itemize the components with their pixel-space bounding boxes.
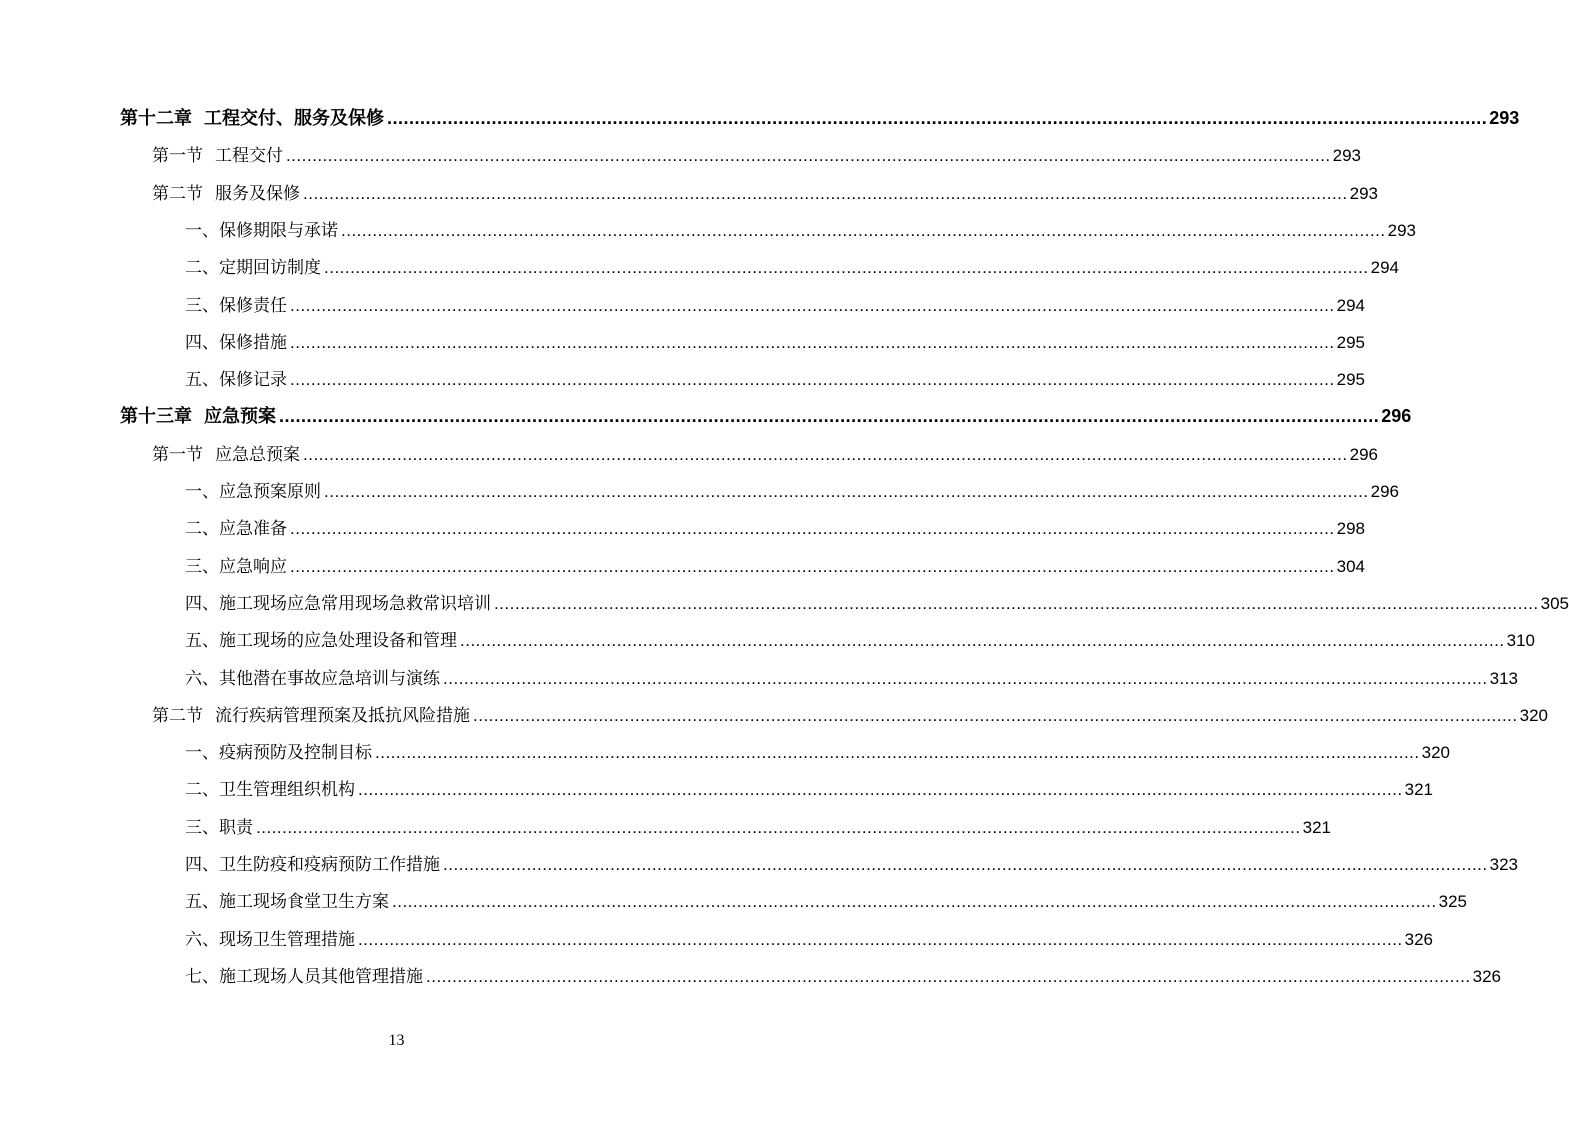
toc-entry-page: 326 bbox=[1472, 966, 1502, 986]
toc-entry-page: 320 bbox=[1519, 705, 1549, 725]
toc-entry-page: 326 bbox=[1404, 929, 1434, 949]
toc-entry-label: 四、 bbox=[185, 855, 219, 875]
toc-entry[interactable] bbox=[185, 324, 1366, 361]
toc-entry-page: 304 bbox=[1336, 556, 1366, 576]
toc-entry-label: 第一节 bbox=[152, 444, 203, 465]
dot-leader: ........................................................................................................................................................................................................ bbox=[341, 220, 1386, 240]
toc-entry-text: 应急响应 bbox=[219, 556, 287, 577]
toc-entry[interactable] bbox=[185, 660, 1519, 697]
toc-entry-title bbox=[185, 362, 287, 399]
dot-leader: ........................................................................................................................................................................................................ bbox=[290, 332, 1335, 352]
toc-entry[interactable] bbox=[185, 510, 1366, 547]
toc-entry-text: 职责 bbox=[219, 817, 253, 838]
toc-entry-text: 施工现场应急常用现场急救常识培训 bbox=[219, 593, 491, 614]
toc-entry[interactable] bbox=[152, 175, 1379, 212]
toc-entry-page: 293 bbox=[1332, 146, 1362, 166]
toc-entry-title bbox=[185, 549, 287, 586]
toc-entry-label: 三、 bbox=[185, 817, 219, 838]
toc-entry-title bbox=[185, 847, 440, 884]
toc-entry-label: 五、 bbox=[185, 370, 219, 391]
toc-entry-label: 五、 bbox=[185, 631, 219, 652]
toc-entry[interactable] bbox=[152, 436, 1379, 473]
toc-entry-title bbox=[185, 250, 321, 287]
toc-entry-text: 现场卫生管理措施 bbox=[219, 929, 355, 950]
toc-entry-label: 一、 bbox=[185, 482, 219, 502]
toc-entry-text: 疫病预防及控制目标 bbox=[219, 743, 372, 764]
toc-entry-text: 施工现场人员其他管理措施 bbox=[219, 966, 423, 987]
dot-leader: ........................................................................................................................................................................................................ bbox=[324, 482, 1369, 501]
toc-entry[interactable] bbox=[185, 809, 1332, 846]
toc-entry-page: 293 bbox=[1489, 108, 1520, 128]
toc-entry-text: 卫生管理组织机构 bbox=[219, 780, 355, 801]
dot-leader: ........................................................................................................................................................................................................ bbox=[324, 258, 1369, 278]
toc-entry-text: 定期回访制度 bbox=[219, 258, 321, 279]
toc-entry-title bbox=[185, 623, 457, 660]
dot-leader: ........................................................................................................................................................................................................ bbox=[290, 519, 1335, 539]
toc-entry[interactable] bbox=[185, 287, 1366, 324]
dot-leader: ........................................................................................................................................................................................................ bbox=[443, 668, 1488, 688]
toc-entry[interactable] bbox=[152, 697, 1549, 734]
toc-entry[interactable] bbox=[152, 137, 1362, 174]
toc-entry-page: 296 bbox=[1349, 444, 1379, 464]
dot-leader: ........................................................................................................................................................................................................ bbox=[286, 146, 1331, 166]
page-number: 13 bbox=[388, 1032, 405, 1049]
toc-entry-text: 工程交付、服务及保修 bbox=[204, 108, 384, 129]
toc-entry-label: 一、 bbox=[185, 220, 219, 241]
dot-leader: ........................................................................................................................................................................................................ bbox=[279, 406, 1380, 427]
toc-entry-text: 保修措施 bbox=[219, 332, 287, 353]
toc-entry-title bbox=[185, 325, 287, 362]
toc-entry-label: 第二节 bbox=[152, 705, 203, 726]
toc-entry-page: 320 bbox=[1421, 743, 1451, 763]
toc-entry[interactable] bbox=[185, 883, 1468, 920]
toc-entry-label: 六、 bbox=[185, 929, 219, 950]
toc-entry-title bbox=[120, 100, 384, 137]
dot-leader: ........................................................................................................................................................................................................ bbox=[358, 929, 1403, 949]
dot-leader: ........................................................................................................................................................................................................ bbox=[358, 780, 1403, 800]
toc-entry[interactable] bbox=[120, 100, 1520, 137]
toc-entry-page: 298 bbox=[1336, 519, 1366, 539]
toc-entry-page: 323 bbox=[1489, 855, 1519, 874]
toc-entry-label: 三、 bbox=[185, 556, 219, 577]
toc-entry-title bbox=[185, 511, 287, 548]
dot-leader: ........................................................................................................................................................................................................ bbox=[392, 892, 1437, 912]
toc-entry-page: 293 bbox=[1387, 220, 1417, 240]
dot-leader: ........................................................................................................................................................................................................ bbox=[303, 183, 1348, 203]
toc-entry-page: 313 bbox=[1489, 668, 1519, 688]
toc-entry[interactable] bbox=[185, 734, 1451, 771]
dot-leader: ........................................................................................................................................................................................................ bbox=[473, 705, 1518, 725]
toc-entry-label: 三、 bbox=[185, 295, 219, 316]
toc-entry-page: 295 bbox=[1336, 370, 1366, 390]
toc-entry-label: 六、 bbox=[185, 668, 219, 689]
toc-entry-page: 296 bbox=[1381, 406, 1412, 427]
toc-entry-text: 应急预案原则 bbox=[219, 482, 321, 502]
dot-leader: ........................................................................................................................................................................................................ bbox=[443, 855, 1488, 874]
toc-entry-title bbox=[185, 772, 355, 809]
toc-entry[interactable] bbox=[185, 846, 1519, 883]
toc-entry-label: 四、 bbox=[185, 593, 219, 614]
toc-entry[interactable] bbox=[185, 622, 1536, 659]
toc-entry-label: 七、 bbox=[185, 966, 219, 987]
toc-entry[interactable] bbox=[185, 212, 1417, 249]
toc-entry-label: 第二节 bbox=[152, 183, 203, 204]
dot-leader: ........................................................................................................................................................................................................ bbox=[387, 108, 1488, 128]
toc-entry[interactable] bbox=[185, 473, 1400, 510]
dot-leader: ........................................................................................................................................................................................................ bbox=[256, 817, 1301, 837]
toc-entry-label: 一、 bbox=[185, 743, 219, 764]
toc-entry-title bbox=[152, 437, 300, 474]
toc-entry-label: 第十二章 bbox=[120, 108, 192, 129]
dot-leader: ........................................................................................................................................................................................................ bbox=[290, 556, 1335, 576]
toc-entry-page: 294 bbox=[1370, 258, 1400, 278]
dot-leader: ........................................................................................................................................................................................................ bbox=[494, 593, 1539, 613]
toc-entry[interactable] bbox=[120, 398, 1412, 435]
toc-entry[interactable] bbox=[185, 771, 1434, 808]
toc-entry-text: 施工现场食堂卫生方案 bbox=[219, 892, 389, 913]
toc-entry-title bbox=[185, 735, 372, 772]
toc-entry-title bbox=[152, 698, 470, 735]
toc-entry[interactable] bbox=[185, 548, 1366, 585]
toc-entry-text: 应急总预案 bbox=[215, 444, 300, 465]
toc-entry-page: 296 bbox=[1370, 482, 1400, 501]
toc-entry-text: 保修记录 bbox=[219, 370, 287, 391]
toc-entry-page: 294 bbox=[1336, 295, 1366, 315]
toc-entry[interactable] bbox=[185, 921, 1434, 958]
toc-entry-title bbox=[185, 884, 389, 921]
toc-entry-label: 二、 bbox=[185, 519, 219, 540]
toc-entry-title bbox=[185, 661, 440, 698]
toc-entry-text: 其他潜在事故应急培训与演练 bbox=[219, 668, 440, 689]
toc-entry-title bbox=[152, 176, 300, 213]
toc-entry-label: 二、 bbox=[185, 780, 219, 801]
toc-entry-title bbox=[185, 288, 287, 325]
toc-entry-title bbox=[185, 474, 321, 511]
toc-entry-title bbox=[185, 810, 253, 847]
toc-entry-title bbox=[120, 398, 276, 435]
toc-entry-label: 第一节 bbox=[152, 146, 203, 167]
toc-entry-text: 流行疾病管理预案及抵抗风险措施 bbox=[215, 705, 470, 726]
toc-entry-page: 321 bbox=[1302, 817, 1332, 837]
toc-entry-page: 310 bbox=[1506, 631, 1536, 651]
toc-entry-page: 295 bbox=[1336, 332, 1366, 352]
toc-entry-title bbox=[185, 959, 423, 996]
toc-entry-text: 保修责任 bbox=[219, 295, 287, 316]
toc-entry-title bbox=[185, 922, 355, 959]
toc-entry-page: 321 bbox=[1404, 780, 1434, 800]
toc-entry[interactable] bbox=[185, 361, 1366, 398]
toc-entry-text: 服务及保修 bbox=[215, 183, 300, 204]
toc-entry[interactable] bbox=[185, 585, 1569, 622]
toc-entry[interactable] bbox=[185, 249, 1400, 286]
toc-entry-page: 293 bbox=[1349, 183, 1379, 203]
dot-leader: ........................................................................................................................................................................................................ bbox=[375, 743, 1420, 763]
toc-entry-text: 应急预案 bbox=[204, 406, 276, 428]
toc-entry-label: 五、 bbox=[185, 892, 219, 913]
dot-leader: ........................................................................................................................................................................................................ bbox=[290, 295, 1335, 315]
dot-leader: ........................................................................................................................................................................................................ bbox=[303, 444, 1348, 464]
toc-entry-title bbox=[185, 586, 491, 623]
toc-entry-text: 工程交付 bbox=[215, 146, 283, 167]
toc-entry-label: 第十三章 bbox=[120, 406, 192, 428]
toc-entry-label: 四、 bbox=[185, 332, 219, 353]
toc-entry-title bbox=[185, 213, 338, 250]
dot-leader: ........................................................................................................................................................................................................ bbox=[426, 966, 1471, 986]
toc-entry-title bbox=[152, 138, 283, 175]
toc-entry-text: 卫生防疫和疫病预防工作措施 bbox=[219, 855, 440, 875]
dot-leader: ........................................................................................................................................................................................................ bbox=[460, 631, 1505, 651]
toc-entry[interactable] bbox=[185, 958, 1502, 995]
dot-leader: ........................................................................................................................................................................................................ bbox=[290, 370, 1335, 390]
toc-entry-page: 325 bbox=[1438, 892, 1468, 912]
toc-entry-text: 施工现场的应急处理设备和管理 bbox=[219, 631, 457, 652]
toc-entry-label: 二、 bbox=[185, 258, 219, 279]
toc-entry-text: 应急准备 bbox=[219, 519, 287, 540]
toc-entry-page: 305 bbox=[1540, 593, 1569, 613]
toc-entry-text: 保修期限与承诺 bbox=[219, 220, 338, 241]
